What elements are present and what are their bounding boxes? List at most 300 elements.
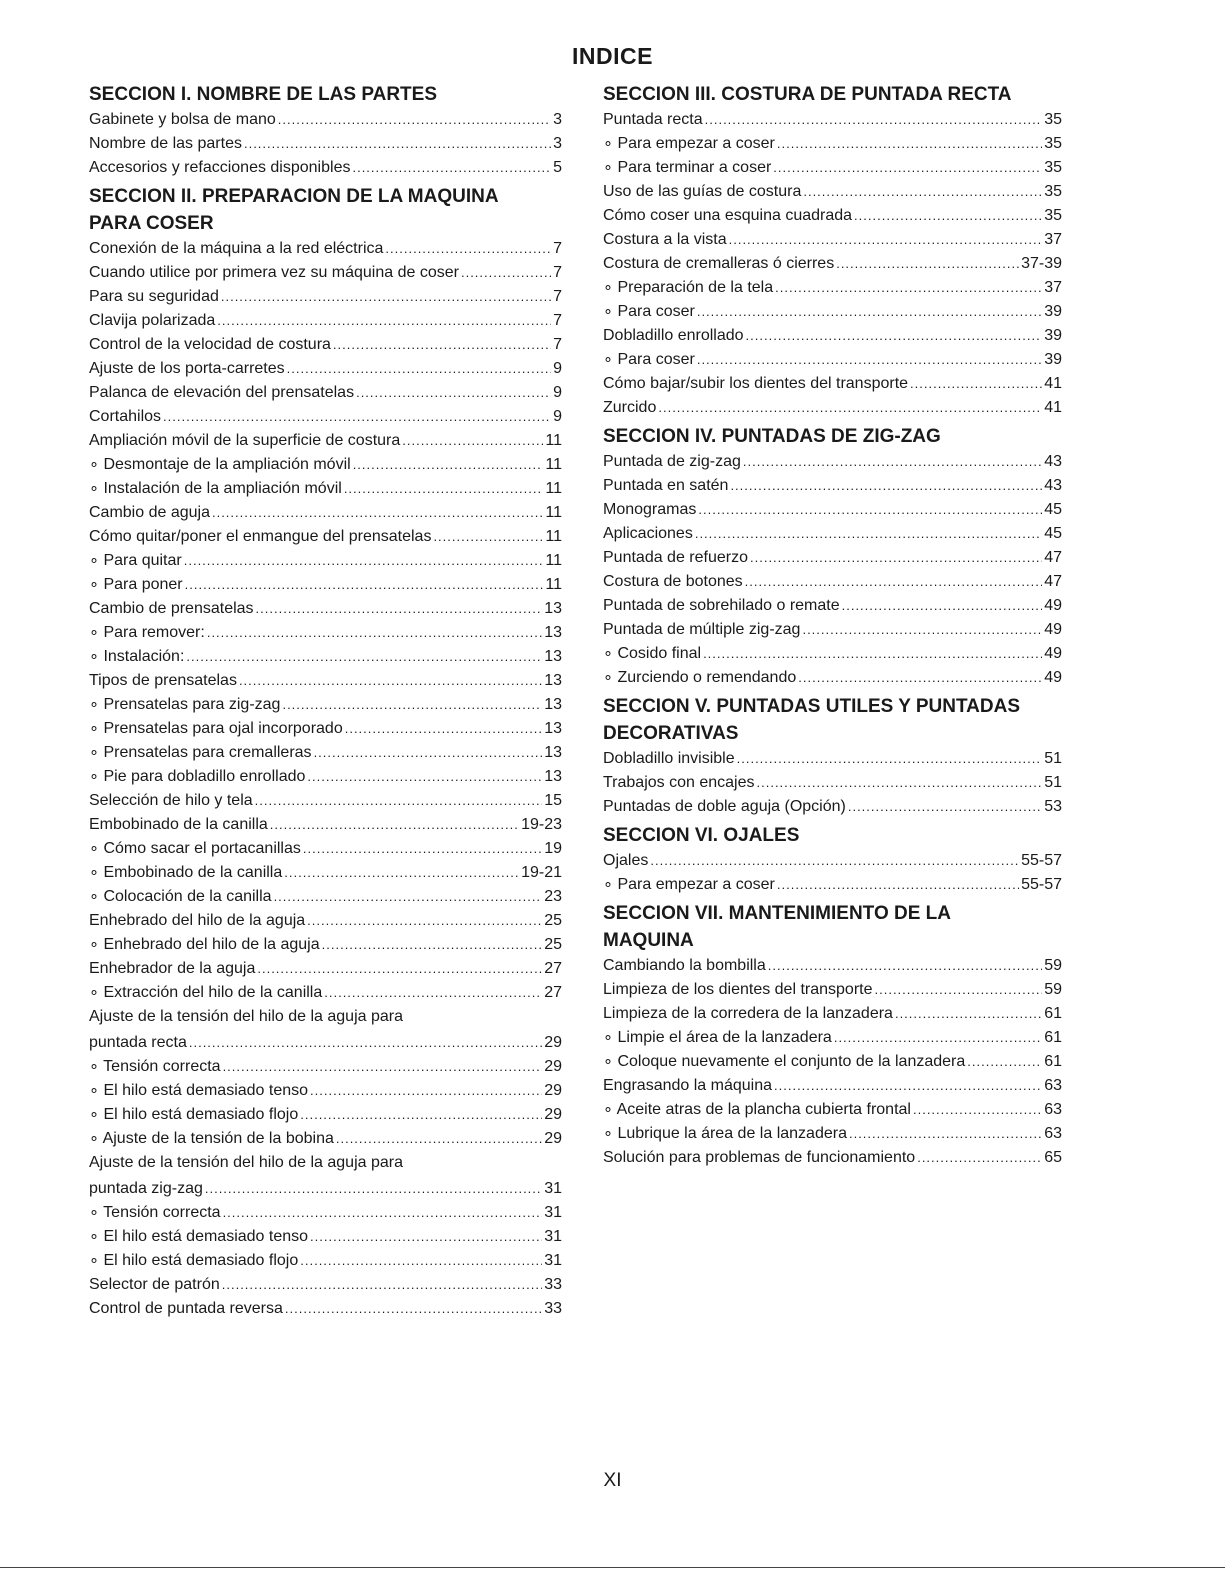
toc-entry: [603, 1052, 1062, 1076]
toc-entry: [603, 749, 1062, 773]
toc-entry: [89, 887, 562, 911]
toc-entry: [603, 110, 1062, 134]
dot-leader: [698, 500, 1042, 520]
toc-entry-text: ∘ Pie para dobladillo enrollado: [89, 768, 306, 785]
toc-entry: [89, 719, 562, 743]
dot-leader: [270, 815, 519, 835]
toc-page-number: 29: [544, 1058, 562, 1075]
dot-leader: [703, 644, 1042, 664]
toc-entry: [603, 254, 1062, 278]
toc-entry-text: Nombre de las partes: [89, 135, 242, 152]
toc-entry: [89, 935, 562, 959]
dot-leader: [314, 743, 543, 763]
dot-leader: [310, 1227, 542, 1247]
toc-entry: [89, 455, 562, 479]
toc-page-number: 47: [1044, 549, 1062, 566]
toc-entry: [89, 134, 562, 158]
toc-page-number: 3: [553, 111, 562, 128]
toc-entry: [89, 767, 562, 791]
toc-entry-text: Gabinete y bolsa de mano: [89, 111, 276, 128]
toc-entry-text: Enhebrador de la aguja: [89, 960, 256, 977]
dot-leader: [803, 182, 1042, 202]
dot-leader: [650, 851, 1019, 871]
toc-entry: [89, 863, 562, 887]
dot-leader: [163, 407, 551, 427]
section-heading: SECCION V. PUNTADAS UTILES Y PUNTADAS: [603, 696, 1021, 717]
toc-entry: [89, 1179, 562, 1203]
toc-page-number: 35: [1044, 207, 1062, 224]
toc-page-number: 13: [544, 720, 562, 737]
toc-page-number: 37: [1044, 231, 1062, 248]
toc-page-number: 25: [544, 912, 562, 929]
toc-entry: [89, 431, 562, 455]
toc-page-number: 61: [1044, 1005, 1062, 1022]
dot-leader: [834, 1028, 1042, 1048]
dot-leader: [750, 548, 1042, 568]
toc-entry-text: Cómo coser una esquina cuadrada: [603, 207, 853, 224]
toc-page-number: 13: [544, 600, 562, 617]
toc-entry: [89, 503, 562, 527]
toc-entry-text: ∘ Para terminar a coser: [603, 159, 772, 176]
toc-entry-text: Conexión de la máquina a la red eléctrica: [89, 240, 384, 257]
toc-page-number: 15: [544, 792, 562, 809]
toc-entry: [603, 524, 1062, 548]
dot-leader: [310, 1081, 542, 1101]
dot-leader: [854, 206, 1042, 226]
toc-page-number: 49: [1044, 669, 1062, 686]
toc-page-number: 31: [544, 1180, 562, 1197]
toc-entry-text: Cuando utilice por primera vez su máquina de coser: [89, 264, 459, 281]
toc-entry-text: Dobladillo enrollado: [603, 327, 744, 344]
dot-leader: [353, 455, 544, 475]
toc-entry-text: Tipos de prensatelas: [89, 672, 237, 689]
toc-entry-text: ∘ Preparación de la tela: [603, 279, 774, 296]
toc-page-number: 45: [1044, 525, 1062, 542]
toc-page-number: 63: [1044, 1077, 1062, 1094]
toc-entry: [603, 326, 1062, 350]
dot-leader: [848, 797, 1042, 817]
toc-entry-text: Palanca de elevación del prensatelas: [89, 384, 355, 401]
toc-entry-text: Selección de hilo y tela: [89, 792, 253, 809]
toc-entry-text: ∘ Cosido final: [603, 645, 702, 662]
toc-entry-text: Control de la velocidad de costura: [89, 336, 331, 353]
toc-entry-text: ∘ El hilo está demasiado flojo: [89, 1252, 299, 1269]
dot-leader: [223, 1057, 543, 1077]
toc-page-number: 49: [1044, 645, 1062, 662]
dot-leader: [697, 350, 1042, 370]
toc-entry: [89, 1081, 562, 1105]
toc-page-number: 55-57: [1021, 876, 1062, 893]
dot-leader: [913, 1100, 1042, 1120]
toc-page-number: 45: [1044, 501, 1062, 518]
toc-entry: [603, 668, 1062, 692]
toc-entry: [603, 158, 1062, 182]
toc-page-number: 27: [544, 960, 562, 977]
toc-page-number: 11: [545, 528, 562, 545]
toc-entry-text: Cómo bajar/subir los dientes del transporte: [603, 375, 909, 392]
dot-leader: [300, 1251, 542, 1271]
toc-entry: [89, 158, 562, 182]
toc-entry: [89, 1057, 562, 1081]
dot-leader: [322, 935, 543, 955]
toc-page-number: 13: [544, 696, 562, 713]
toc-entry: [603, 851, 1062, 875]
dot-leader: [257, 959, 542, 979]
toc-page-number: 31: [544, 1228, 562, 1245]
dot-leader: [333, 335, 551, 355]
toc-entry-text: Puntada recta: [603, 111, 703, 128]
dot-leader: [775, 278, 1042, 298]
toc-entry-text: Ajuste de la tensión del hilo de la aguja para: [89, 1008, 403, 1025]
toc-entry: [89, 239, 562, 263]
toc-entry-text: Puntada de múltiple zig-zag: [603, 621, 801, 638]
toc-entry-text: ∘ Limpie el área de la lanzadera: [603, 1029, 832, 1046]
toc-entry: [603, 1124, 1062, 1148]
dot-leader: [223, 1203, 543, 1223]
toc-entry-text: Enhebrado del hilo de la aguja: [89, 912, 306, 929]
toc-entry-text: Accesorios y refacciones disponibles: [89, 159, 351, 176]
toc-entry: [89, 599, 562, 623]
section-heading: SECCION III. COSTURA DE PUNTADA RECTA: [603, 84, 1012, 105]
toc-entry-text: Puntada de sobrehilado o remate: [603, 597, 840, 614]
toc-entry: [89, 671, 562, 695]
toc-entry: [603, 773, 1062, 797]
toc-page-number: 51: [1044, 774, 1062, 791]
toc-page-number: 11: [545, 456, 562, 473]
toc-entry-text: puntada zig-zag: [89, 1180, 203, 1197]
toc-page-number: 39: [1044, 327, 1062, 344]
toc-entry: [603, 182, 1062, 206]
toc-entry: [603, 278, 1062, 302]
toc-entry: [603, 1028, 1062, 1052]
dot-leader: [743, 452, 1042, 472]
dot-leader: [345, 719, 542, 739]
toc-page-number: 51: [1044, 750, 1062, 767]
toc-page-number: 41: [1044, 399, 1062, 416]
toc-entry: [89, 551, 562, 575]
dot-leader: [737, 749, 1043, 769]
toc-entry: [603, 452, 1062, 476]
toc-entry-text: ∘ Colocación de la canilla: [89, 888, 272, 905]
toc-page-number: 5: [553, 159, 562, 176]
toc-entry-text: ∘ Prensatelas para ojal incorporado: [89, 720, 343, 737]
toc-page-number: 7: [553, 240, 562, 257]
page-title: INDICE: [572, 43, 653, 69]
page-number: XI: [603, 1470, 622, 1491]
toc-entry-text: Puntada de refuerzo: [603, 549, 748, 566]
dot-leader: [658, 398, 1042, 418]
toc-entry-text: ∘ Embobinado de la canilla: [89, 864, 283, 881]
dot-leader: [745, 572, 1043, 592]
dot-leader: [285, 1299, 542, 1319]
toc-entry: [603, 644, 1062, 668]
toc-entry-text: Engrasando la máquina: [603, 1077, 773, 1094]
dot-leader: [287, 359, 551, 379]
toc-entry-text: Ampliación móvil de la superficie de costura: [89, 432, 401, 449]
toc-entry-text: ∘ Desmontaje de la ampliación móvil: [89, 456, 351, 473]
toc-page-number: 3: [553, 135, 562, 152]
toc-page-number: 9: [553, 408, 562, 425]
toc-page-number: 11: [545, 576, 562, 593]
toc-page-number: 29: [544, 1082, 562, 1099]
toc-entry: [603, 206, 1062, 230]
dot-leader: [278, 110, 551, 130]
toc-page-number: 49: [1044, 621, 1062, 638]
toc-page-number: 35: [1044, 135, 1062, 152]
dot-leader: [352, 158, 551, 178]
dot-leader: [967, 1052, 1042, 1072]
dot-leader: [875, 980, 1043, 1000]
toc-page-number: 7: [553, 288, 562, 305]
toc-entry: [89, 911, 562, 935]
dot-leader: [324, 983, 542, 1003]
toc-page-number: 39: [1044, 303, 1062, 320]
section-heading: SECCION I. NOMBRE DE LAS PARTES: [89, 84, 438, 105]
toc-entry-text: Cambiando la bombilla: [603, 957, 766, 974]
toc-entry: [89, 287, 562, 311]
dot-leader: [344, 479, 544, 499]
dot-leader: [895, 1004, 1042, 1024]
toc-page-number: 13: [544, 768, 562, 785]
toc-entry: [89, 695, 562, 719]
toc-entry-text: ∘ Prensatelas para cremalleras: [89, 744, 312, 761]
toc-page-number: 53: [1044, 798, 1062, 815]
dot-leader: [768, 956, 1042, 976]
toc-entry-text: ∘ Para coser: [603, 303, 695, 320]
toc-entry-text: Control de puntada reversa: [89, 1300, 283, 1317]
toc-entry-text: Cambio de aguja: [89, 504, 210, 521]
toc-entry: [89, 1129, 562, 1153]
toc-entry-text: Puntada de zig-zag: [603, 453, 741, 470]
toc-page-number: 11: [545, 504, 562, 521]
toc-page-number: 33: [544, 1276, 562, 1293]
dot-leader: [307, 911, 542, 931]
toc-entry: [89, 335, 562, 359]
toc-entry: [603, 980, 1062, 1004]
toc-entry-text: ∘ Para empezar a coser: [603, 135, 775, 152]
toc-entry-text: ∘ Para quitar: [89, 552, 182, 569]
toc-page-number: 55-57: [1021, 852, 1062, 869]
dot-leader: [777, 134, 1042, 154]
toc-entry: [603, 230, 1062, 254]
dot-leader: [282, 695, 542, 715]
dot-leader: [212, 503, 543, 523]
toc-page-number: 39: [1044, 351, 1062, 368]
toc-entry: [89, 815, 562, 839]
toc-entry: [89, 479, 562, 503]
dot-leader: [730, 476, 1042, 496]
toc-entry: [89, 527, 562, 551]
toc-page-number: 31: [544, 1252, 562, 1269]
toc-entry: [89, 1105, 562, 1129]
section-heading: SECCION II. PREPARACION DE LA MAQUINA: [89, 186, 499, 207]
dot-leader: [757, 773, 1043, 793]
toc-entry: [89, 623, 562, 647]
toc-entry-text: ∘ El hilo está demasiado tenso: [89, 1228, 309, 1245]
toc-page-number: 13: [544, 744, 562, 761]
dot-leader: [336, 1129, 542, 1149]
dot-leader: [256, 599, 543, 619]
toc-entry: [89, 959, 562, 983]
toc-entry-text: Costura de cremalleras ó cierres: [603, 255, 835, 272]
dot-leader: [774, 1076, 1042, 1096]
toc-entry-text: ∘ Para empezar a coser: [603, 876, 775, 893]
toc-page-number: 13: [544, 624, 562, 641]
dot-leader: [186, 647, 542, 667]
toc-entry-text: Selector de patrón: [89, 1276, 220, 1293]
toc-entry: [89, 743, 562, 767]
toc-page-number: 35: [1044, 183, 1062, 200]
toc-entry-text: ∘ Lubrique la área de la lanzadera: [603, 1125, 847, 1142]
toc-right-column: [603, 80, 1062, 1172]
page-bottom-rule: [0, 1567, 1225, 1568]
toc-entry-text: Puntadas de doble aguja (Opción): [603, 798, 846, 815]
dot-leader: [222, 1275, 542, 1295]
dot-leader: [184, 551, 544, 571]
toc-entry: [603, 1100, 1062, 1124]
toc-entry-text: ∘ Extracción del hilo de la canilla: [89, 984, 323, 1001]
toc-entry-text: Embobinado de la canilla: [89, 816, 268, 833]
dot-leader: [385, 239, 551, 259]
toc-page-number: 63: [1044, 1125, 1062, 1142]
toc-page-number: 19-21: [521, 864, 562, 881]
toc-entry: [89, 383, 562, 407]
toc-page-number: 61: [1044, 1029, 1062, 1046]
section-heading: SECCION IV. PUNTADAS DE ZIG-ZAG: [603, 426, 941, 447]
toc-entry: [89, 407, 562, 431]
section-heading: SECCION VII. MANTENIMIENTO DE LA: [603, 903, 952, 924]
toc-entry-text: Trabajos con encajes: [603, 774, 755, 791]
toc-page-number: 59: [1044, 957, 1062, 974]
toc-entry-text: Limpieza de los dientes del transporte: [603, 981, 873, 998]
toc-entry-text: ∘ Ajuste de la tensión de la bobina: [89, 1130, 334, 1147]
toc-entry: [89, 1203, 562, 1227]
toc-entry: [603, 374, 1062, 398]
toc-entry: [89, 1033, 562, 1057]
toc-entry-text: puntada recta: [89, 1034, 187, 1051]
dot-leader: [307, 767, 542, 787]
dot-leader: [284, 863, 519, 883]
toc-entry-text: ∘ Instalación:: [89, 648, 185, 665]
dot-leader: [189, 1033, 542, 1053]
toc-entry-text: Puntada en satén: [603, 477, 729, 494]
toc-page-number: 49: [1044, 597, 1062, 614]
toc-page-number: 7: [553, 336, 562, 353]
toc-page-number: 25: [544, 936, 562, 953]
toc-page-number: 59: [1044, 981, 1062, 998]
toc-entry-text: Ajuste de los porta-carretes: [89, 360, 285, 377]
toc-page-number: 37: [1044, 279, 1062, 296]
toc-page-number: 9: [553, 384, 562, 401]
toc-left-column: [89, 80, 562, 1323]
dot-leader: [402, 431, 543, 451]
toc-page-number: 9: [553, 360, 562, 377]
toc-entry: [89, 575, 562, 599]
dot-leader: [207, 623, 542, 643]
toc-entry-text: Ojales: [603, 852, 649, 869]
toc-page-number: 37-39: [1021, 255, 1062, 272]
toc-page-number: 41: [1044, 375, 1062, 392]
toc-entry: [603, 398, 1062, 422]
toc-entry-text: Cómo quitar/poner el enmangue del prensatelas: [89, 528, 432, 545]
toc-entry: [89, 1275, 562, 1299]
toc-entry-text: Aplicaciones: [603, 525, 693, 542]
toc-entry: [603, 620, 1062, 644]
toc-entry-text: Ajuste de la tensión del hilo de la aguja para: [89, 1154, 403, 1171]
dot-leader: [798, 668, 1042, 688]
toc-entry: [603, 572, 1062, 596]
dot-leader: [802, 620, 1042, 640]
toc-entry-text: ∘ El hilo está demasiado tenso: [89, 1082, 309, 1099]
toc-entry-text: Cambio de prensatelas: [89, 600, 254, 617]
toc-page-number: 11: [545, 480, 562, 497]
toc-entry: [603, 302, 1062, 326]
toc-entry-text: Solución para problemas de funcionamiento: [603, 1149, 916, 1166]
toc-entry: [89, 1251, 562, 1275]
toc-entry: [89, 263, 562, 287]
section-heading: MAQUINA: [603, 930, 694, 951]
toc-entry: [89, 1227, 562, 1251]
toc-entry-text: ∘ Cómo sacar el portacanillas: [89, 840, 301, 857]
dot-leader: [705, 110, 1043, 130]
section-heading: DECORATIVAS: [603, 723, 739, 744]
toc-entry-text: ∘ Enhebrado del hilo de la aguja: [89, 936, 320, 953]
dot-leader: [729, 230, 1043, 250]
toc-entry-text: ∘ Tensión correcta: [89, 1204, 221, 1221]
toc-page-number: 29: [544, 1034, 562, 1051]
toc-entry-text: ∘ Tensión correcta: [89, 1058, 221, 1075]
toc-entry: [89, 1299, 562, 1323]
dot-leader: [777, 875, 1019, 895]
section-heading: SECCION VI. OJALES: [603, 825, 800, 846]
toc-entry-text: ∘ Prensatelas para zig-zag: [89, 696, 281, 713]
dot-leader: [697, 302, 1042, 322]
toc-page-number: 65: [1044, 1149, 1062, 1166]
toc-entry: [603, 1004, 1062, 1028]
dot-leader: [433, 527, 543, 547]
toc-entry: [89, 791, 562, 815]
toc-entry-text: Dobladillo invisible: [603, 750, 735, 767]
toc-entry-text: ∘ Para remover:: [89, 624, 205, 641]
dot-leader: [244, 134, 551, 154]
toc-page-number: 33: [544, 1300, 562, 1317]
dot-leader: [217, 311, 551, 331]
toc-page-number: 13: [544, 648, 562, 665]
toc-entry-text: ∘ Para coser: [603, 351, 695, 368]
dot-leader: [910, 374, 1042, 394]
dot-leader: [836, 254, 1019, 274]
dot-leader: [185, 575, 544, 595]
toc-entry: [603, 956, 1062, 980]
dot-leader: [849, 1124, 1042, 1144]
toc-entry-text: ∘ Coloque nuevamente el conjunto de la lanzadera: [603, 1053, 966, 1070]
toc-entry: [89, 839, 562, 863]
toc-entry: [603, 476, 1062, 500]
dot-leader: [221, 287, 551, 307]
toc-page-number: 47: [1044, 573, 1062, 590]
toc-entry-text: Clavija polarizada: [89, 312, 216, 329]
toc-entry-text: Para su seguridad: [89, 288, 219, 305]
toc-entry-text: Monogramas: [603, 501, 697, 518]
toc-page-number: 35: [1044, 159, 1062, 176]
toc-entry: [603, 596, 1062, 620]
toc-entry: [603, 548, 1062, 572]
toc-page-number: 7: [553, 312, 562, 329]
toc-entry: [603, 350, 1062, 374]
section-heading: PARA COSER: [89, 213, 214, 234]
toc-entry: [603, 134, 1062, 158]
toc-entry-text: Costura a la vista: [603, 231, 727, 248]
